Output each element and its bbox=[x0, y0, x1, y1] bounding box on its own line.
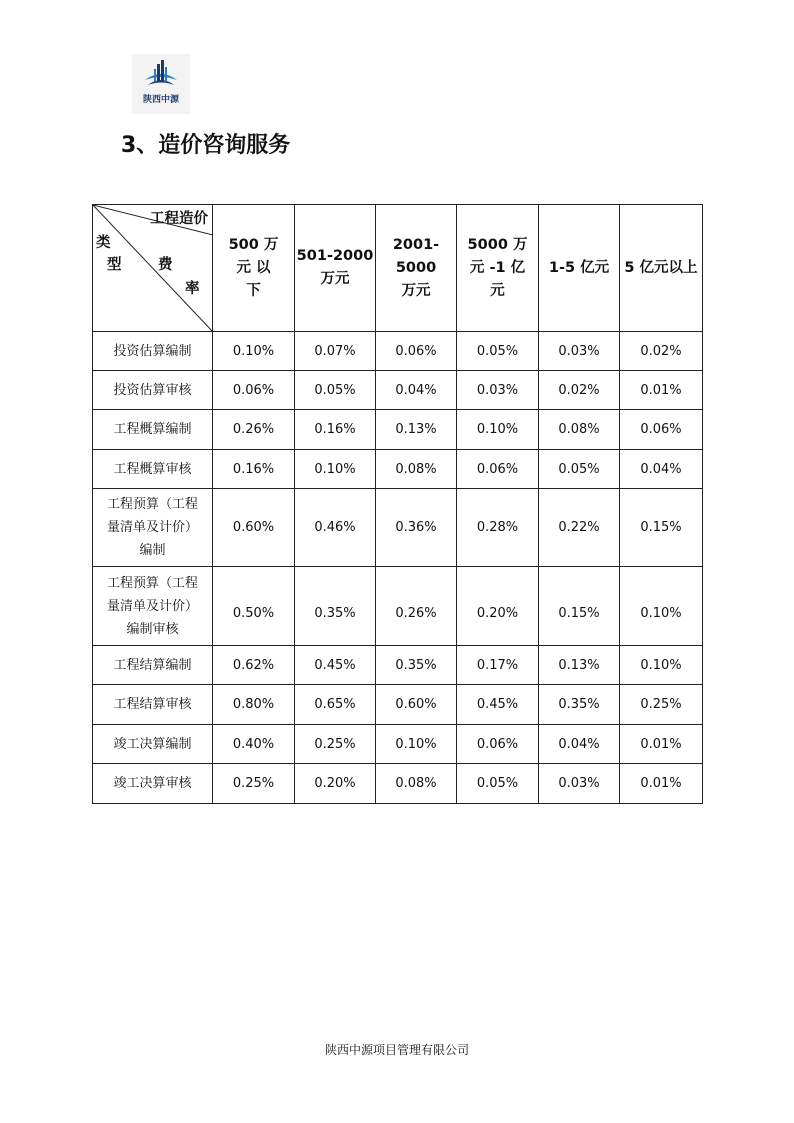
rate-cell: 0.10% bbox=[213, 332, 295, 371]
logo-text: 陕西中源 bbox=[142, 95, 179, 105]
column-header bbox=[376, 205, 457, 332]
column-header-line: 元 bbox=[490, 282, 505, 299]
rate-cell: 0.04% bbox=[376, 371, 457, 410]
rate-cell: 0.35% bbox=[539, 685, 620, 725]
rate-cell: 0.10% bbox=[295, 450, 376, 489]
row-label-line: 工程结算审核 bbox=[113, 697, 192, 712]
rate-cell: 0.10% bbox=[620, 646, 703, 685]
corner-label-type-1: 类 bbox=[96, 235, 111, 251]
rate-cell: 0.46% bbox=[295, 489, 376, 567]
row-label-line: 量清单及计价） bbox=[106, 598, 198, 614]
rate-cell: 0.10% bbox=[376, 725, 457, 764]
column-header-line: 501-2000 bbox=[296, 248, 374, 264]
table-row bbox=[93, 489, 703, 567]
column-header bbox=[539, 205, 620, 332]
column-header-line: 5 亿元以上 bbox=[624, 259, 698, 276]
table-row bbox=[93, 410, 703, 450]
rate-cell: 0.01% bbox=[620, 764, 703, 804]
rate-cell: 0.06% bbox=[457, 450, 539, 489]
rate-cell: 0.16% bbox=[213, 450, 295, 489]
rate-cell: 0.02% bbox=[620, 332, 703, 371]
rate-cell: 0.03% bbox=[457, 371, 539, 410]
row-label-line: 工程预算（工程 bbox=[106, 575, 198, 591]
rate-cell: 0.10% bbox=[457, 410, 539, 450]
rate-cell: 0.60% bbox=[376, 685, 457, 725]
rate-cell: 0.08% bbox=[376, 450, 457, 489]
rate-cell: 0.04% bbox=[620, 450, 703, 489]
header-row bbox=[93, 205, 703, 332]
rate-cell: 0.05% bbox=[295, 371, 376, 410]
column-header bbox=[620, 205, 703, 332]
row-label-line: 工程概算审核 bbox=[113, 461, 192, 477]
row-label bbox=[93, 764, 213, 804]
rate-cell: 0.05% bbox=[457, 764, 539, 804]
column-header bbox=[295, 205, 376, 332]
rate-cell: 0.35% bbox=[295, 567, 376, 646]
row-label-line: 量清单及计价） bbox=[106, 520, 198, 535]
column-header-line: 元 -1 亿 bbox=[469, 259, 526, 276]
rate-cell: 0.65% bbox=[295, 685, 376, 725]
rate-cell: 0.35% bbox=[376, 646, 457, 685]
column-header-line: 万元 bbox=[320, 271, 350, 287]
page-footer: 陕西中源项目管理有限公司 bbox=[324, 1043, 469, 1057]
rate-cell: 0.06% bbox=[213, 371, 295, 410]
table-row bbox=[93, 332, 703, 371]
corner-label-type-2: 型 bbox=[107, 257, 122, 273]
rate-cell: 0.07% bbox=[295, 332, 376, 371]
company-logo bbox=[132, 54, 190, 114]
rate-cell: 0.08% bbox=[539, 410, 620, 450]
table-row bbox=[93, 567, 703, 646]
rate-cell: 0.26% bbox=[376, 567, 457, 646]
table-row bbox=[93, 764, 703, 804]
rate-cell: 0.40% bbox=[213, 725, 295, 764]
row-label bbox=[93, 489, 213, 567]
row-label bbox=[93, 646, 213, 685]
row-label-line: 编制审核 bbox=[126, 621, 179, 637]
row-label-line: 工程预算（工程 bbox=[106, 497, 198, 512]
rate-cell: 0.13% bbox=[539, 646, 620, 685]
row-label-line: 编制 bbox=[139, 543, 166, 558]
rate-cell: 0.25% bbox=[213, 764, 295, 804]
rate-cell: 0.05% bbox=[457, 332, 539, 371]
rate-cell: 0.02% bbox=[539, 371, 620, 410]
rate-cell: 0.60% bbox=[213, 489, 295, 567]
column-header-line: 500 万 bbox=[228, 236, 279, 253]
column-header-line: 2001-5000 bbox=[392, 236, 440, 276]
rate-cell: 0.26% bbox=[213, 410, 295, 450]
row-label-line: 投资估算审核 bbox=[113, 382, 192, 398]
section-title: 3、造价咨询服务 bbox=[121, 133, 291, 158]
corner-header-cell bbox=[93, 205, 213, 332]
row-label bbox=[93, 410, 213, 450]
rate-cell: 0.22% bbox=[539, 489, 620, 567]
rate-cell: 0.04% bbox=[539, 725, 620, 764]
column-header bbox=[457, 205, 539, 332]
rate-cell: 0.06% bbox=[457, 725, 539, 764]
rate-cell: 0.03% bbox=[539, 764, 620, 804]
row-label bbox=[93, 450, 213, 489]
rate-cell: 0.28% bbox=[457, 489, 539, 567]
rate-cell: 0.05% bbox=[539, 450, 620, 489]
fee-rate-table bbox=[92, 204, 703, 804]
column-header-line: 元 以 bbox=[236, 259, 271, 276]
rate-cell: 0.36% bbox=[376, 489, 457, 567]
rate-cell: 0.15% bbox=[539, 567, 620, 646]
table-row bbox=[93, 725, 703, 764]
table-row bbox=[93, 646, 703, 685]
rate-cell: 0.03% bbox=[539, 332, 620, 371]
rate-cell: 0.25% bbox=[620, 685, 703, 725]
column-header-line: 下 bbox=[246, 282, 261, 299]
table-row bbox=[93, 685, 703, 725]
row-label bbox=[93, 725, 213, 764]
column-header bbox=[213, 205, 295, 332]
column-header-line: 5000 万 bbox=[467, 236, 528, 253]
rate-cell: 0.20% bbox=[295, 764, 376, 804]
rate-cell: 0.25% bbox=[295, 725, 376, 764]
rate-cell: 0.15% bbox=[620, 489, 703, 567]
rate-cell: 0.01% bbox=[620, 725, 703, 764]
rate-cell: 0.50% bbox=[213, 567, 295, 646]
rate-cell: 0.01% bbox=[620, 371, 703, 410]
table-row bbox=[93, 450, 703, 489]
rate-cell: 0.16% bbox=[295, 410, 376, 450]
logo-building-icon bbox=[142, 58, 180, 92]
rate-cell: 0.45% bbox=[457, 685, 539, 725]
column-header-line: 万元 bbox=[401, 282, 431, 299]
row-label bbox=[93, 685, 213, 725]
corner-label-rate-1: 费 bbox=[158, 257, 173, 273]
corner-label-cost: 工程造价 bbox=[150, 211, 208, 227]
row-label-line: 投资估算编制 bbox=[113, 343, 192, 359]
row-label-line: 工程概算编制 bbox=[113, 422, 192, 437]
rate-cell: 0.17% bbox=[457, 646, 539, 685]
rate-cell: 0.20% bbox=[457, 567, 539, 646]
rate-cell: 0.13% bbox=[376, 410, 457, 450]
row-label bbox=[93, 567, 213, 646]
rate-cell: 0.80% bbox=[213, 685, 295, 725]
rate-cell: 0.08% bbox=[376, 764, 457, 804]
rate-cell: 0.10% bbox=[620, 567, 703, 646]
corner-label-rate-2: 率 bbox=[185, 281, 200, 297]
rate-cell: 0.45% bbox=[295, 646, 376, 685]
rate-cell: 0.06% bbox=[376, 332, 457, 371]
row-label bbox=[93, 371, 213, 410]
rate-cell: 0.06% bbox=[620, 410, 703, 450]
row-label bbox=[93, 332, 213, 371]
row-label-line: 竣工决算审核 bbox=[113, 776, 192, 791]
row-label-line: 工程结算编制 bbox=[113, 657, 192, 673]
rate-cell: 0.62% bbox=[213, 646, 295, 685]
row-label-line: 竣工决算编制 bbox=[113, 736, 192, 752]
column-header-line: 1-5 亿元 bbox=[548, 259, 610, 276]
table-row bbox=[93, 371, 703, 410]
